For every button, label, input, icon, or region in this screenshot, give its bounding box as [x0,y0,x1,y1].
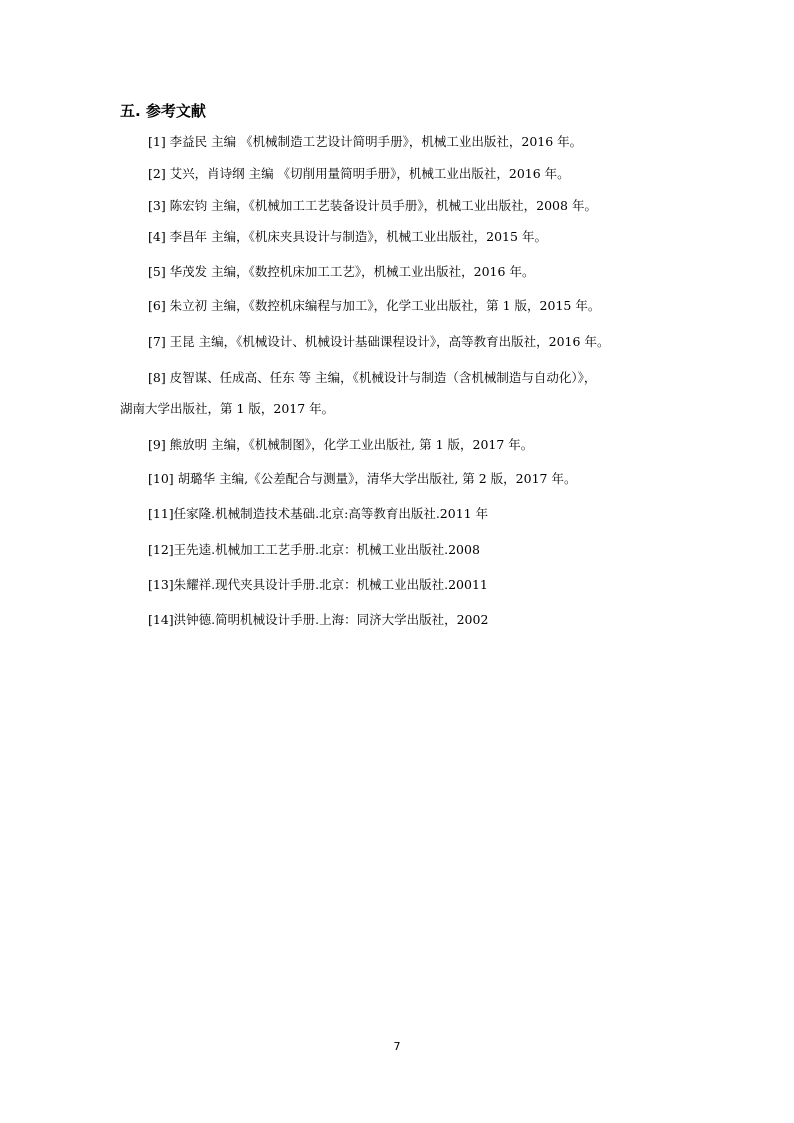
reference-item: [10] 胡璐华 主编,《公差配合与测量》，清华大学出版社, 第 2 版，2017 年。 [148,471,577,486]
reference-item: [6] 朱立初 主编，《数控机床编程与加工》，化学工业出版社，第 1 版，2015 年。 [148,298,601,313]
reference-item: [13]朱耀祥.现代夹具设计手册.北京：机械工业出版社.20011 [148,577,488,592]
reference-item: [2] 艾兴，肖诗纲 主编 《切削用量简明手册》，机械工业出版社，2016 年。 [148,166,570,181]
reference-item: [4] 李昌年 主编，《机床夹具设计与制造》，机械工业出版社，2015 年。 [148,229,547,244]
page-number: 7 [393,1040,401,1053]
reference-item: [9] 熊放明 主编，《机械制图》，化学工业出版社, 第 1 版，2017 年。 [148,437,534,452]
reference-item: [1] 李益民 主编 《机械制造工艺设计简明手册》，机械工业出版社，2016 年。 [148,134,583,149]
reference-item: [3] 陈宏钧 主编，《机械加工工艺装备设计员手册》，机械工业出版社，2008 年。 [148,198,597,213]
reference-item: [5] 华茂发 主编，《数控机床加工工艺》，机械工业出版社，2016 年。 [148,264,535,279]
reference-item: [11]任家隆.机械制造技术基础.北京:高等教育出版社.2011 年 [148,506,489,521]
reference-item-continuation: 湖南大学出版社，第 1 版，2017 年。 [120,401,335,416]
section-title: 五. 参考文献 [120,102,206,120]
reference-item: [7] 王昆 主编，《机械设计、机械设计基础课程设计》，高等教育出版社，2016 年。 [148,334,610,349]
reference-item: [12]王先逵.机械加工工艺手册.北京：机械工业出版社.2008 [148,542,480,557]
reference-item: [14]洪钟德.简明机械设计手册.上海：同济大学出版社，2002 [148,612,489,627]
reference-item: [8] 皮智谋、任成高、任东 等 主编，《机械设计与制造（含机械制造与自动化）》， [148,370,597,385]
